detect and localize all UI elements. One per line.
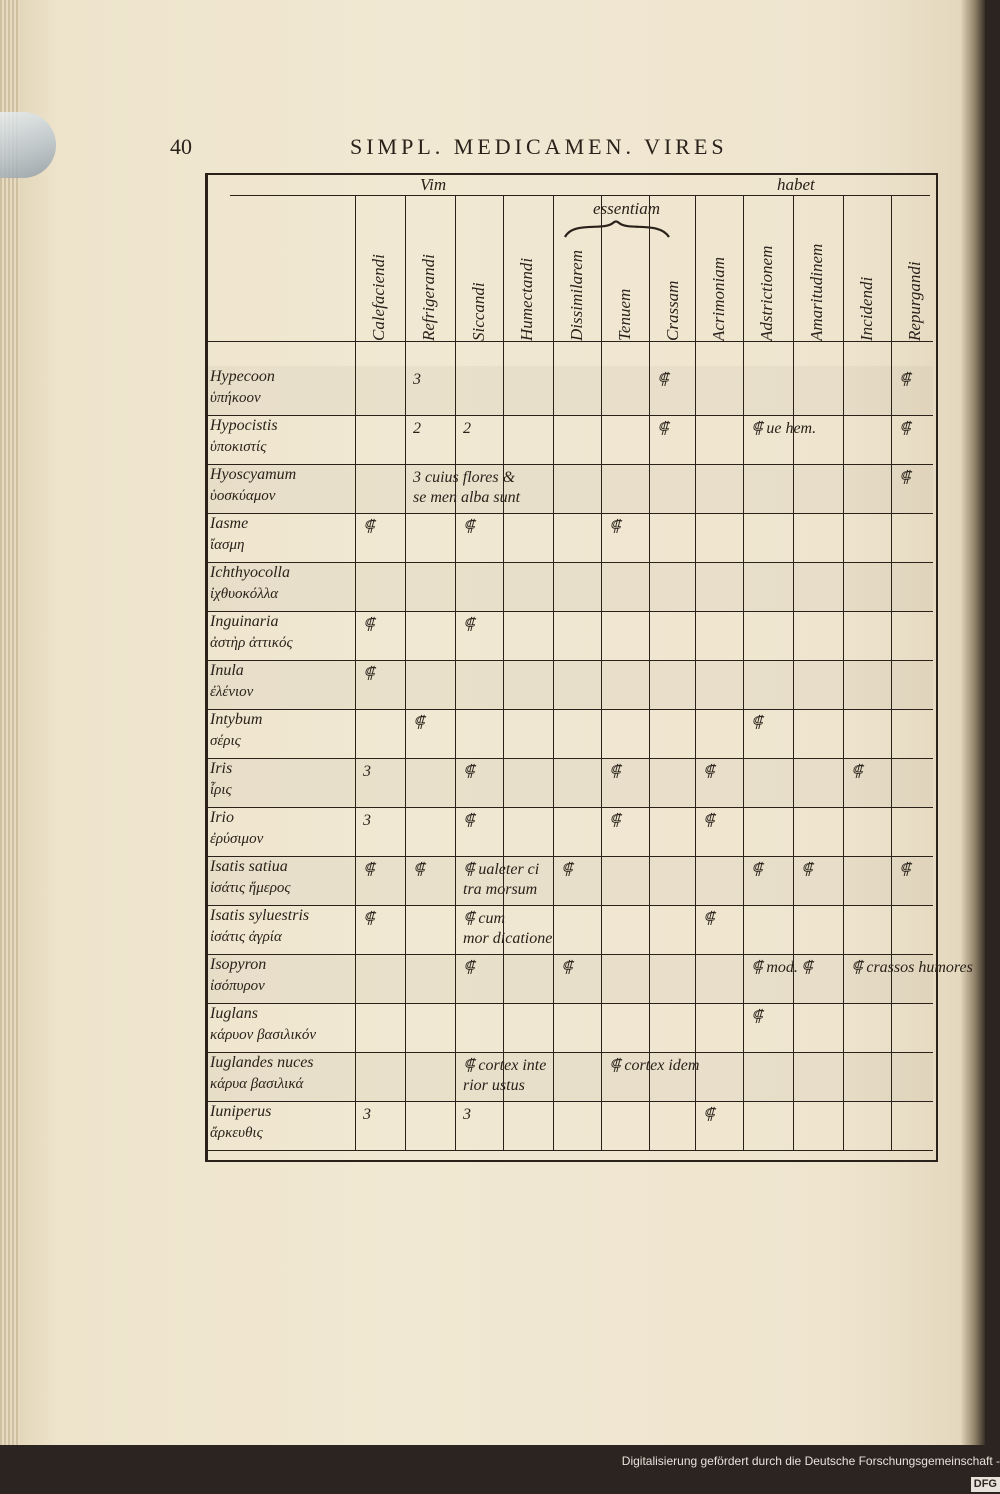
table-cell: ⸿: [463, 763, 475, 780]
table-cell: ⸿: [413, 714, 425, 731]
drug-name-latin: Ichthyocolla: [210, 564, 290, 581]
table-cell: 3: [363, 1106, 371, 1123]
table-cell: ⸿: [657, 420, 669, 437]
table-cell: ⸿: [363, 518, 375, 535]
table-cell: ⸿: [703, 1106, 715, 1123]
drug-name-latin: Iuglans: [210, 1005, 258, 1022]
table-cell: ⸿: [703, 910, 715, 927]
drug-name-latin: Isopyron: [210, 956, 267, 973]
drug-name-latin: Isatis syluestris: [210, 907, 310, 924]
table-cell: 2: [463, 420, 471, 437]
table-cell: ⸿: [609, 518, 621, 535]
table-row: [205, 366, 933, 415]
table-cell: ⸿ cortex idem: [609, 1057, 700, 1074]
table-cell: 3: [363, 763, 371, 780]
row-rule: [205, 1150, 933, 1151]
row-shade: [205, 1052, 933, 1101]
virtues-table: [205, 173, 973, 1163]
table-cell: ⸿: [801, 861, 813, 878]
table-cell: ⸿: [851, 763, 863, 780]
footer: [590, 1450, 1000, 1490]
table-cell: ⸿: [751, 861, 763, 878]
table-row: [205, 905, 933, 954]
table-row: [205, 464, 933, 513]
table-cell: ⸿: [363, 665, 375, 682]
column-header: Calefaciendi: [369, 254, 388, 341]
running-head: [170, 134, 810, 164]
page-title: SIMPL. MEDICAMEN. VIRES: [350, 134, 728, 159]
dfg-logo: DFG: [971, 1477, 1000, 1492]
drug-name-greek: σέρις: [210, 733, 241, 749]
drug-name-greek: ἐρύσιμον: [210, 831, 264, 847]
table-cell: ⸿: [899, 469, 911, 486]
column-header: Crassam: [663, 280, 682, 341]
table-row: [205, 1101, 933, 1150]
column-header: Repurgandi: [905, 261, 924, 341]
drug-name-latin: Hyoscyamum: [210, 466, 297, 483]
table-cell: ⸿ cum mor dicatione: [463, 910, 553, 947]
table-row: [205, 611, 933, 660]
drug-name-greek: κάρυα βασιλικά: [210, 1076, 304, 1092]
table-row: [205, 807, 933, 856]
drug-name-latin: Iuglandes nuces: [210, 1054, 314, 1071]
table-cell: ⸿ ualeter ci tra morsum: [463, 861, 540, 898]
drug-name-greek: ἰχθυοκόλλα: [210, 586, 279, 602]
table-cell: 3: [413, 371, 421, 388]
table-row: [205, 415, 933, 464]
table-cell: ⸿: [703, 763, 715, 780]
drug-name-greek: ἰσόπυρον: [210, 978, 265, 994]
table-row: [205, 709, 933, 758]
table-cell: ⸿: [899, 371, 911, 388]
table-cell: ⸿: [751, 1008, 763, 1025]
row-shade: [205, 660, 933, 709]
header-essentiam: essentiam: [593, 199, 661, 218]
column-header: Adstrictionem: [757, 245, 776, 341]
drug-name-greek: ὑπήκοον: [210, 390, 261, 406]
drug-name-latin: Isatis satiua: [210, 858, 288, 875]
drug-name-greek: ἰσάτις ἥμερος: [210, 880, 291, 896]
table-cell: ⸿: [751, 714, 763, 731]
table-cell: 3: [463, 1106, 471, 1123]
table-row: [205, 660, 933, 709]
drug-name-latin: Iasme: [210, 515, 249, 532]
row-shade: [205, 562, 933, 611]
table-cell: ⸿: [363, 861, 375, 878]
table-cell: ⸿: [463, 812, 475, 829]
table-cell: ⸿ cortex inte rior ustus: [463, 1057, 547, 1094]
drug-name-greek: ἴασμη: [210, 537, 245, 553]
drug-name-latin: Inula: [210, 662, 244, 679]
table-cell: ⸿: [363, 910, 375, 927]
table-cell: ⸿: [899, 861, 911, 878]
column-header: Dissimilarem: [567, 250, 586, 341]
footer-text: Digitalisierung gefördert durch die Deutsche Forschungsgemeinschaft -: [621, 1454, 1000, 1468]
table-cell: ⸿: [609, 812, 621, 829]
header-bottom-rule: [205, 341, 933, 342]
table-cell: ⸿: [561, 861, 573, 878]
drug-name-latin: Iuniperus: [210, 1103, 272, 1120]
table-cell: ⸿: [561, 959, 573, 976]
column-header: Humectandi: [517, 257, 536, 341]
table-cell: ⸿: [657, 371, 669, 388]
drug-name-greek: κάρυον βασιλικόν: [210, 1027, 316, 1043]
drug-name-greek: ἶρις: [210, 782, 232, 798]
drug-name-greek: ἀστὴρ ἀττικός: [210, 635, 293, 651]
row-shade: [205, 464, 933, 513]
column-header: Tenuem: [615, 288, 634, 341]
table-cell: 3 cuius flores & se men alba sunt: [413, 469, 521, 506]
header-vim: Vim: [420, 175, 447, 194]
drug-name-latin: Intybum: [210, 711, 263, 728]
table-cell: 2: [413, 420, 421, 437]
table-cell: ⸿: [899, 420, 911, 437]
header-rule: [230, 195, 930, 196]
row-shade: [205, 758, 933, 807]
drug-name-latin: Inguinaria: [210, 613, 279, 630]
table-row: [205, 562, 933, 611]
column-header: Incidendi: [857, 276, 876, 341]
drug-name-latin: Irio: [210, 809, 234, 826]
drug-name-latin: Iris: [210, 760, 233, 777]
page-edge-right: [960, 0, 985, 1445]
table-cell: ⸿: [463, 518, 475, 535]
column-header: Acrimoniam: [709, 256, 728, 341]
table-cell: ⸿: [703, 812, 715, 829]
page-edge-left: [0, 0, 20, 1445]
table-cell: ⸿: [413, 861, 425, 878]
table-row: [205, 856, 933, 905]
table-cell: ⸿: [463, 959, 475, 976]
page-number: 40: [170, 134, 192, 159]
drug-name-greek: ἰσάτις ἀγρία: [210, 929, 282, 945]
table-cell: ⸿: [463, 616, 475, 633]
drug-name-greek: ἄρκευθις: [210, 1125, 263, 1141]
table-cell: ⸿: [363, 616, 375, 633]
row-shade: [205, 366, 933, 415]
table-cell: ⸿: [609, 763, 621, 780]
table-cell: ⸿: [801, 959, 813, 976]
table-cell: ⸿ ue hem.: [751, 420, 817, 437]
drug-name-greek: ὑοσκύαμον: [210, 488, 276, 504]
table-row: [205, 954, 973, 1003]
column-header: Siccandi: [469, 282, 488, 341]
drug-name-greek: ὑποκιστίς: [210, 439, 267, 455]
table-row: [205, 1052, 933, 1101]
drug-name-latin: Hypecoon: [210, 368, 275, 385]
table-cell: ⸿ mod.: [751, 959, 798, 976]
table-cell: ⸿ crassos humores: [851, 959, 973, 976]
header-habet: habet: [777, 175, 815, 194]
page-clip: [0, 112, 56, 178]
column-header: Amaritudinem: [807, 243, 826, 341]
drug-name-latin: Hypocistis: [210, 417, 278, 434]
table-cell: 3: [363, 812, 371, 829]
drug-name-greek: ἐλένιον: [210, 684, 254, 700]
table-row: [205, 1003, 933, 1052]
table-row: [205, 758, 933, 807]
column-header: Refrigerandi: [419, 254, 438, 341]
table-row: [205, 513, 933, 562]
